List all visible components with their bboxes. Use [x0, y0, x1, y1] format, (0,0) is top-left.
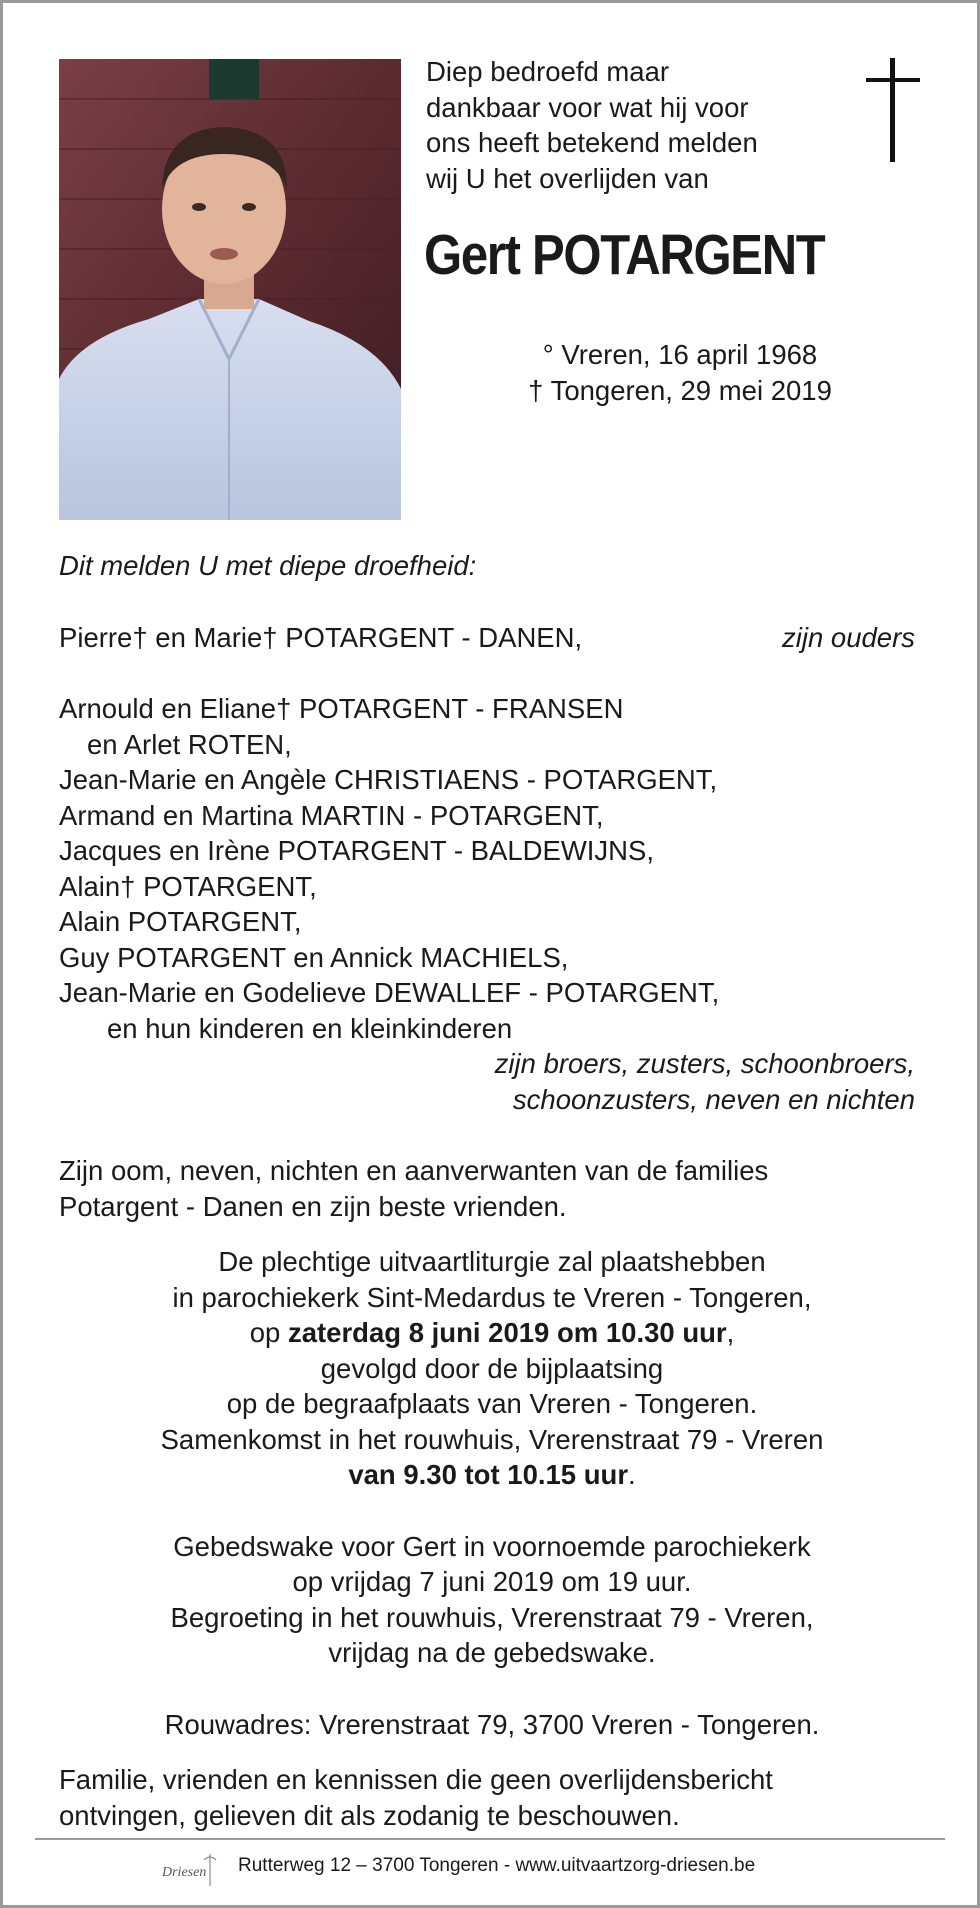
funeral-line: Samenkomst in het rouwhuis, Vrerenstraat 79 - Vreren [160, 1423, 824, 1455]
sibling-line: Jean-Marie en Angèle CHRISTIAENS - POTARGENT, [59, 764, 718, 795]
extended-family-line: Potargent - Danen en zijn beste vrienden. [59, 1190, 567, 1222]
parents-relation: zijn ouders [782, 621, 915, 653]
funeral-datetime [59, 1315, 925, 1351]
funeral-datetime-prefix: op [249, 1317, 288, 1348]
extended-family-line: Zijn oom, neven, nichten en aanverwanten van de families [59, 1155, 769, 1186]
sibling-line: en hun kinderen en kleinkinderen [107, 1012, 513, 1044]
vigil-line: Begroeting in het rouwhuis, Vrerenstraat 79 - Vreren, [170, 1601, 814, 1633]
intro-line: wij U het overlijden van [426, 162, 709, 194]
death-date: † Tongeren, 29 mei 2019 [528, 375, 832, 406]
funeral-details [59, 1244, 925, 1742]
obituary-body [59, 548, 925, 1833]
siblings-relation: zijn broers, zusters, schoonbroers, [494, 1048, 915, 1079]
vigil-line: op vrijdag 7 juni 2019 om 19 uur. [292, 1566, 692, 1597]
funeral-datetime-suffix: , [726, 1317, 735, 1348]
sibling-line: Alain† POTARGENT, [59, 870, 317, 902]
funeral-line: op de begraafplaats van Vreren - Tongeren. [226, 1388, 758, 1419]
funeral-line: gevolgd door de bijplaatsing [320, 1352, 664, 1384]
funeral-home-logo [160, 1846, 222, 1892]
announcement-text: Dit melden U met diepe droefheid: [59, 550, 477, 581]
gathering-time-suffix: . [628, 1459, 636, 1490]
sibling-line: Alain POTARGENT, [59, 906, 302, 937]
intro-text [426, 54, 846, 196]
intro-line: Diep bedroefd maar [426, 56, 670, 87]
vigil-line: Gebedswake voor Gert in voornoemde parochiekerk [173, 1530, 811, 1562]
mourning-address: Rouwadres: Vrerenstraat 79, 3700 Vreren - Tongeren. [164, 1708, 820, 1740]
gathering-time [59, 1457, 925, 1493]
intro-line: ons heeft betekend melden [426, 127, 758, 158]
funeral-datetime-bold: zaterdag 8 juni 2019 om 10.30 uur [287, 1317, 727, 1348]
parents-names: Pierre† en Marie† POTARGENT - DANEN, [59, 621, 583, 653]
sibling-line: Arnould en Eliane† POTARGENT - FRANSEN [59, 693, 624, 724]
funeral-line: in parochiekerk Sint-Medardus te Vreren - Tongeren, [172, 1281, 812, 1313]
sibling-line: en Arlet ROTEN, [87, 728, 292, 760]
cross-icon [860, 58, 926, 162]
portrait-photo [59, 59, 401, 520]
footer-divider [35, 1838, 945, 1840]
life-dates [480, 337, 880, 409]
intro-line: dankbaar voor wat hij voor [426, 91, 749, 123]
siblings-relation: schoonzusters, neven en nichten [512, 1083, 915, 1115]
funeral-line: De plechtige uitvaartliturgie zal plaatshebben [218, 1246, 766, 1277]
parents-row [59, 620, 925, 656]
sibling-line: Guy POTARGENT en Annick MACHIELS, [59, 941, 569, 973]
birth-date: ° Vreren, 16 april 1968 [542, 339, 818, 370]
sibling-line: Jean-Marie en Godelieve DEWALLEF - POTARGENT, [59, 977, 720, 1008]
vigil-line: vrijdag na de gebedswake. [328, 1637, 656, 1668]
gathering-time-bold: van 9.30 tot 10.15 uur [348, 1459, 629, 1490]
closing-line: Familie, vrienden en kennissen die geen overlijdensbericht [59, 1764, 773, 1795]
sibling-line: Armand en Martina MARTIN - POTARGENT, [59, 799, 604, 831]
sibling-line: Jacques en Irène POTARGENT - BALDEWIJNS, [59, 835, 655, 866]
footer-address: Rutterweg 12 – 3700 Tongeren - www.uitvaartzorg-driesen.be [238, 1855, 756, 1876]
closing-line: ontvingen, gelieven dit als zodanig te beschouwen. [59, 1799, 680, 1831]
logo-text: Driesen [162, 1865, 207, 1880]
deceased-name: Gert POTARGENT [424, 223, 825, 287]
